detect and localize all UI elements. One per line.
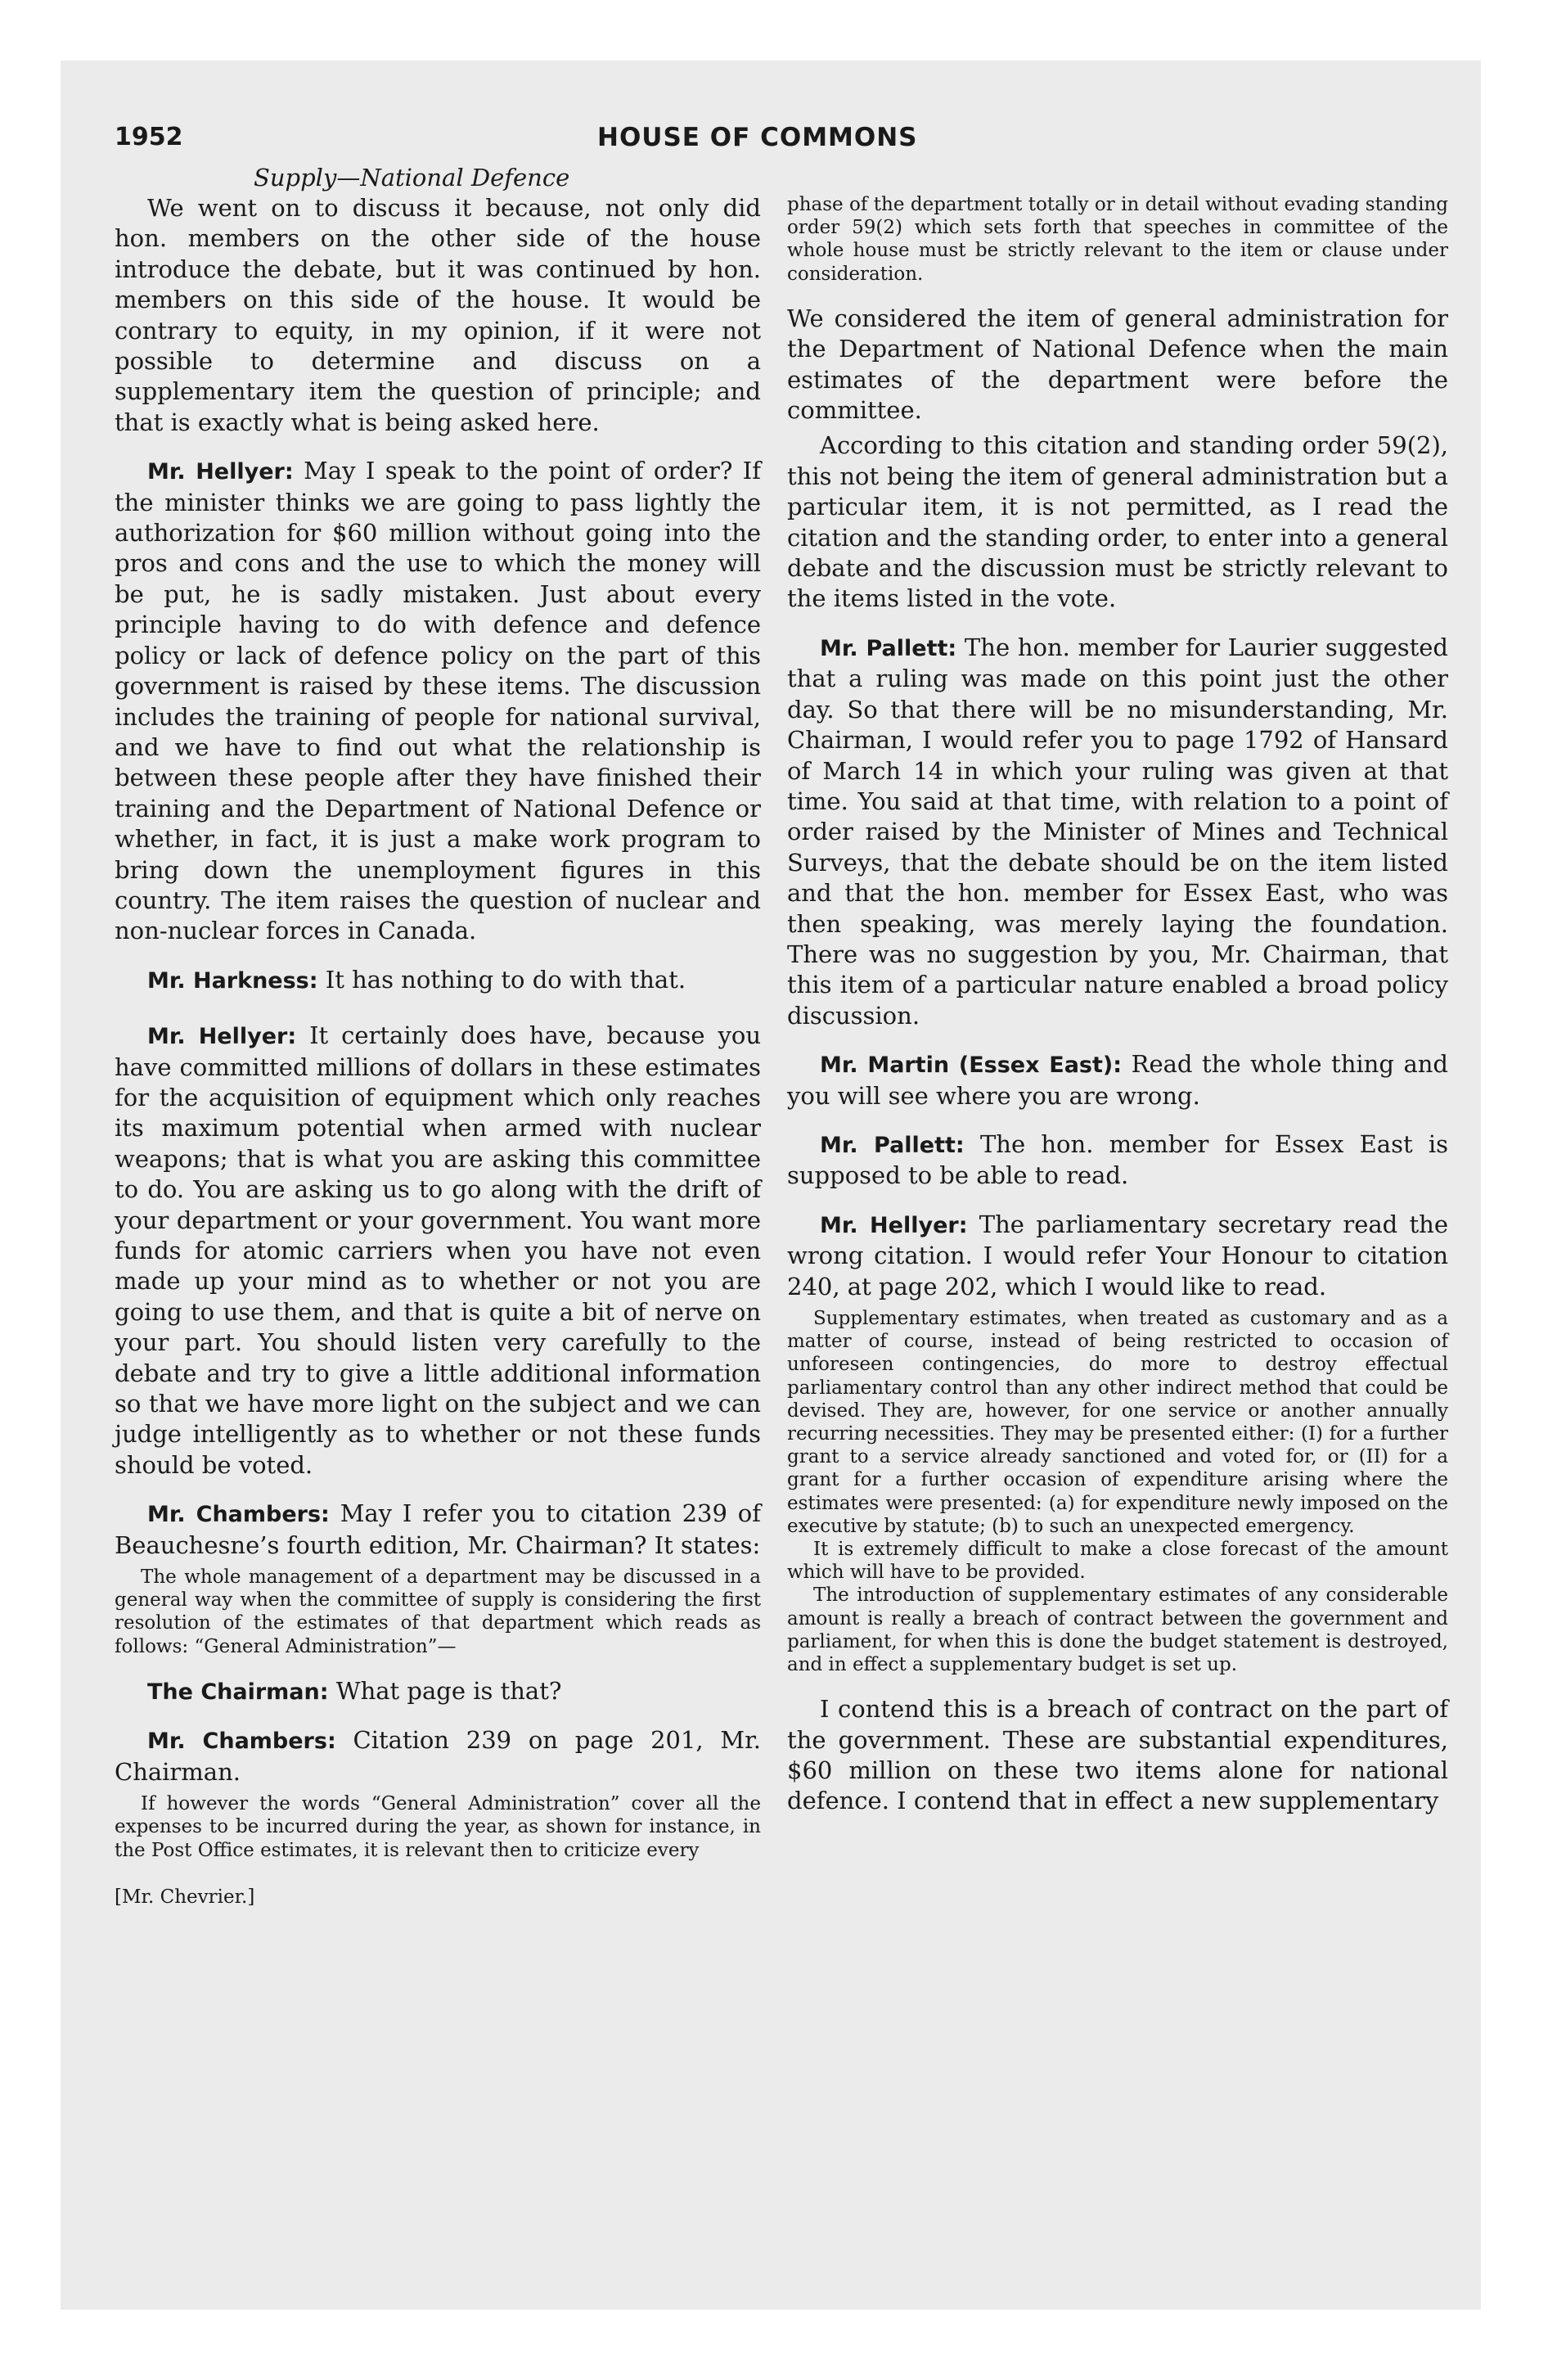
speaker-name: Mr. Pallett: [820,1132,965,1158]
paragraph: According to this citation and standing order 59(2), this not being the item of general administration but a particular item, it is not permitted, as I read the citation and the standing order, to enter into a general debate and the discussion must be strictly relevant to the items listed in the vote. [787,431,1448,613]
speaker-name: Mr. Hellyer: [147,1024,297,1050]
speech: Mr. Hellyer: It certainly does have, because you have committed millions of dollars in these estimates for the acquisition of equipment which only reaches its maximum potential when armed with nuclear weapons; that is what you are asking this committee to do. You are asking us to go along with the drift of your department or your government. You want more funds for atomic carriers when you have not even made up your mind as to whether or not you are going to use them, and that is quite a bit of nerve on your part. You should listen very carefully to the debate and try to give a little additional information so that we have more light on the subject and we can judge intelligently as to whether or not these funds should be voted. [115,1021,761,1479]
page-title: HOUSE OF COMMONS [597,123,918,152]
speaker-name: Mr. Chambers: [147,1729,336,1755]
paragraph: We went on to discuss it because, not only did hon. members on the other side of the house introduce the debate, but it was continued by hon. members on this side of the house. It would be contrary to equity, in my opinion, if it were not possible to determine and discuss on a supplementary item the question of principle; and that is exactly what is being asked here. [115,194,761,436]
speaker-name: Mr. Harkness: [147,967,318,994]
block-quote: The whole management of a department may be discussed in a general way when the committee of supply is considering the first resolution of the estimates of that department which reads as follows: “General Administration”— [115,1566,761,1657]
speaker-name: Mr. Martin (Essex East): [820,1053,1123,1079]
page-number: 1952 [115,123,183,151]
speaker-name: Mr. Pallett: [820,635,957,661]
speech: Mr. Harkness: It has nothing to do with that. [147,965,686,994]
speaker-name: Mr. Chambers: [147,1502,330,1528]
block-quote: The introduction of supplementary estimates of any considerable amount is really a breach of contract between the government and parliament, for when this is done the budget statement is destroyed, and in effect a supplementary budget is set up. [787,1584,1448,1676]
right-column [787,193,1448,1817]
speech: Mr. Pallett: The hon. member for Laurier suggested that a ruling was made on this point just the other day. So that there will be no misunderstanding, Mr. Chairman, I would refer you to page 1792 of Hansard of March 14 in which your ruling was given at that time. You said at that time, with relation to a point of order raised by the Minister of Mines and Technical Surveys, that the debate should be on the item listed and that the hon. member for Essex East, who was then speaking, was merely laying the foundation. There was no suggestion by you, Mr. Chairman, that this item of a particular nature enabled a broad policy discussion. [787,633,1448,1030]
page-header [115,123,1342,164]
block-quote: It is extremely difficult to make a close forecast of the amount which will have to be provided. [787,1539,1448,1584]
speech: Mr. Martin (Essex East): Read the whole thing and you will see where you are wrong. [787,1050,1448,1110]
speech: Mr. Pallett: The hon. member for Essex East is supposed to be able to read. [787,1129,1448,1190]
paragraph: I contend this is a breach of contract on the part of the government. These are substantial expenditures, $60 million on these two items alone for national defence. I contend that in effect a new supplementary [787,1695,1448,1815]
speech: The Chairman: What page is that? [147,1676,562,1705]
speaker-name: Mr. Hellyer: [820,1212,968,1238]
speech: Mr. Hellyer: May I speak to the point of order? If the minister thinks we are going to pass lightly the authorization for $60 million without going into the pros and cons and the use to which the money will be put, he is sadly mistaken. Just about every principle having to do with defence and defence policy or lack of defence policy on the part of this government is raised by these items. The discussion includes the training of people for national survival, and we have to find out what the relationship is between these people after they have finished their training and the Department of National Defence or whether, in fact, it is just a make work program to bring down the unemployment figures in this country. The item raises the question of nuclear and non-nuclear forces in Canada. [115,457,762,945]
left-column [115,193,761,1908]
speaker-name: Mr. Hellyer: [147,459,294,485]
speech: Mr. Chambers: May I refer you to citation 239 of Beauchesne’s fourth edition, Mr. Chairman? It states: [115,1499,761,1559]
block-quote: If however the words “General Administration” cover all the expenses to be incurred during the year, as shown for instance, in the Post Office estimates, it is relevant then to criticize every [115,1793,761,1861]
speaker-footnote: [Mr. Chevrier.] [115,1886,255,1908]
block-quote: phase of the department totally or in detail without evading standing order 59(2) which sets forth that speeches in committee of the whole house must be strictly relevant to the item or clause under consideration. [787,194,1448,285]
speech: Mr. Hellyer: The parliamentary secretary read the wrong citation. I would refer Your Honour to citation 240, at page 202, which I would like to read. [787,1210,1449,1300]
paragraph: We considered the item of general administration for the Department of National Defence when the main estimates of the department were before the committee. [787,304,1448,425]
block-quote: Supplementary estimates, when treated as customary and as a matter of course, instead of being restricted to occasion of unforeseen contingencies, do more to destroy effectual parliamentary control than any other indirect method that could be devised. They are, however, for one service or another annually recurring necessities. They may be presented either: (I) for a further grant to a service already sanctioned and voted for, or (II) for a grant for a further occasion of expenditure arising where the estimates were presented: (a) for expenditure newly imposed on the executive by statute; (b) to such an unexpected emergency. [787,1308,1448,1537]
section-subheading: Supply—National Defence [254,164,570,192]
speaker-name: The Chairman: [147,1679,329,1705]
speech: Mr. Chambers: Citation 239 on page 201, Mr. Chairman. [115,1726,761,1786]
